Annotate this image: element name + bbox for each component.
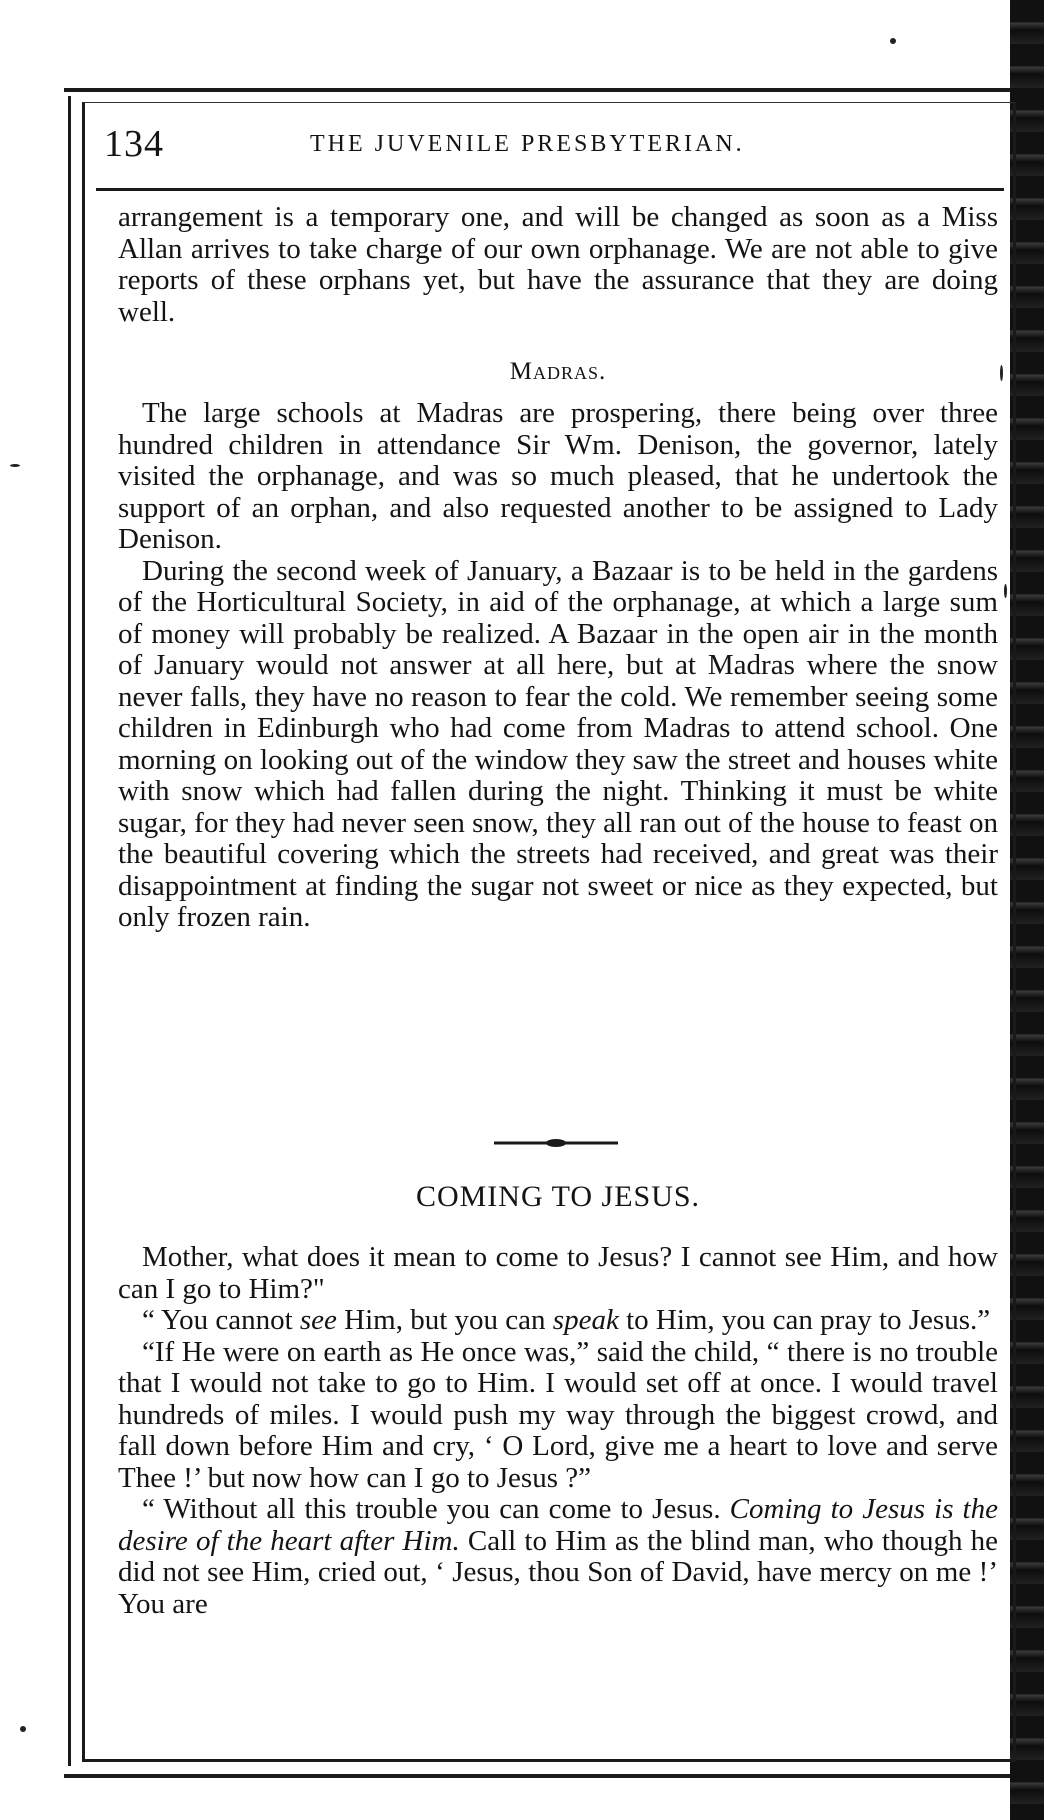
header-rule [96, 188, 1004, 191]
section-divider-ornament [494, 1138, 618, 1148]
page-frame-outer-left [68, 96, 71, 1766]
article-paragraph [118, 1494, 998, 1620]
scan-speck [20, 1726, 26, 1732]
emphasis-coming: Coming to Jesus is the desire of the heart after Him. [118, 1493, 998, 1557]
text-run: Him, but you can [336, 1304, 553, 1336]
madras-paragraph: During the second week of January, a Bazaar is to be held in the gardens of the Horticultural Society, in aid of the orphanage, at which a large sum of money will probably be realized. A Bazaar in the open air in the month of January would not answer at all here, but at Madras where the snow never falls, they have no reason to fear the cold. We remember seeing some children in Edinburgh who had come from Madras to attend school. One morning on looking out of the window they saw the street and houses white with snow which had fallen during the night. Thinking it must be white sugar, for they had never seen snow, they all ran out of the house to feast on the beautiful covering which the streets had received, and great was their disappointment at finding the sugar not sweet or nice as they expected, but only frozen rain. [118, 554, 998, 933]
text-run: “ You cannot [142, 1304, 300, 1336]
madras-heading: Madras. [509, 358, 607, 385]
continuation-paragraph: arrangement is a temporary one, and will be changed as soon as a Miss Allan arrives to take charge of our own orphanage. We are not able to give reports of these orphans yet, but have the assurance that they are doing well. [118, 201, 998, 328]
article-paragraph: “If He were on earth as He once was,” said the child, “ there is no trouble that I would not take to go to Him. I would set off at once. I would travel hundreds of miles. I would push my way through the biggest crowd, and fall down before Him and cry, ‘ O Lord, give me a heart to love and serve Thee !’ but now how can I go to Jesus ?” [118, 1335, 998, 1494]
text-run: “ Without all this trouble you can come to Jesus. [142, 1493, 730, 1525]
article-title: COMING TO JESUS. [415, 1180, 701, 1213]
article-paragraph [118, 1305, 998, 1337]
text-run: Call to Him as the blind man, who though he did not see Him, cried out, ‘ Jesus, thou Son of David, have mercy on me !’ You are [118, 1524, 998, 1620]
running-title: THE JUVENILE PRESBYTERIAN. [310, 131, 745, 157]
madras-paragraph: The large schools at Madras are prospering, there being over three hundred children in attendance Sir Wm. Denison, the governor, lately visited the orphanage, and was so much pleased, that he undertook the support of an orphan, and also requested another to be assigned to Lady Denison. [118, 397, 998, 555]
text-run: to Him, you can pray to Jesus.” [618, 1304, 991, 1336]
article-paragraph: Mother, what does it mean to come to Jesus? I cannot see Him, and how can I go to Him?" [118, 1241, 998, 1305]
emphasis-speak: speak [552, 1304, 619, 1336]
madras-section [118, 398, 998, 934]
emphasis-see: see [299, 1304, 337, 1336]
scan-speck [10, 464, 20, 467]
scan-speck [890, 38, 896, 44]
continuation-text [118, 202, 998, 328]
page-number: 134 [104, 123, 164, 165]
coming-to-jesus-section [118, 1242, 998, 1620]
page-header [100, 122, 1000, 174]
